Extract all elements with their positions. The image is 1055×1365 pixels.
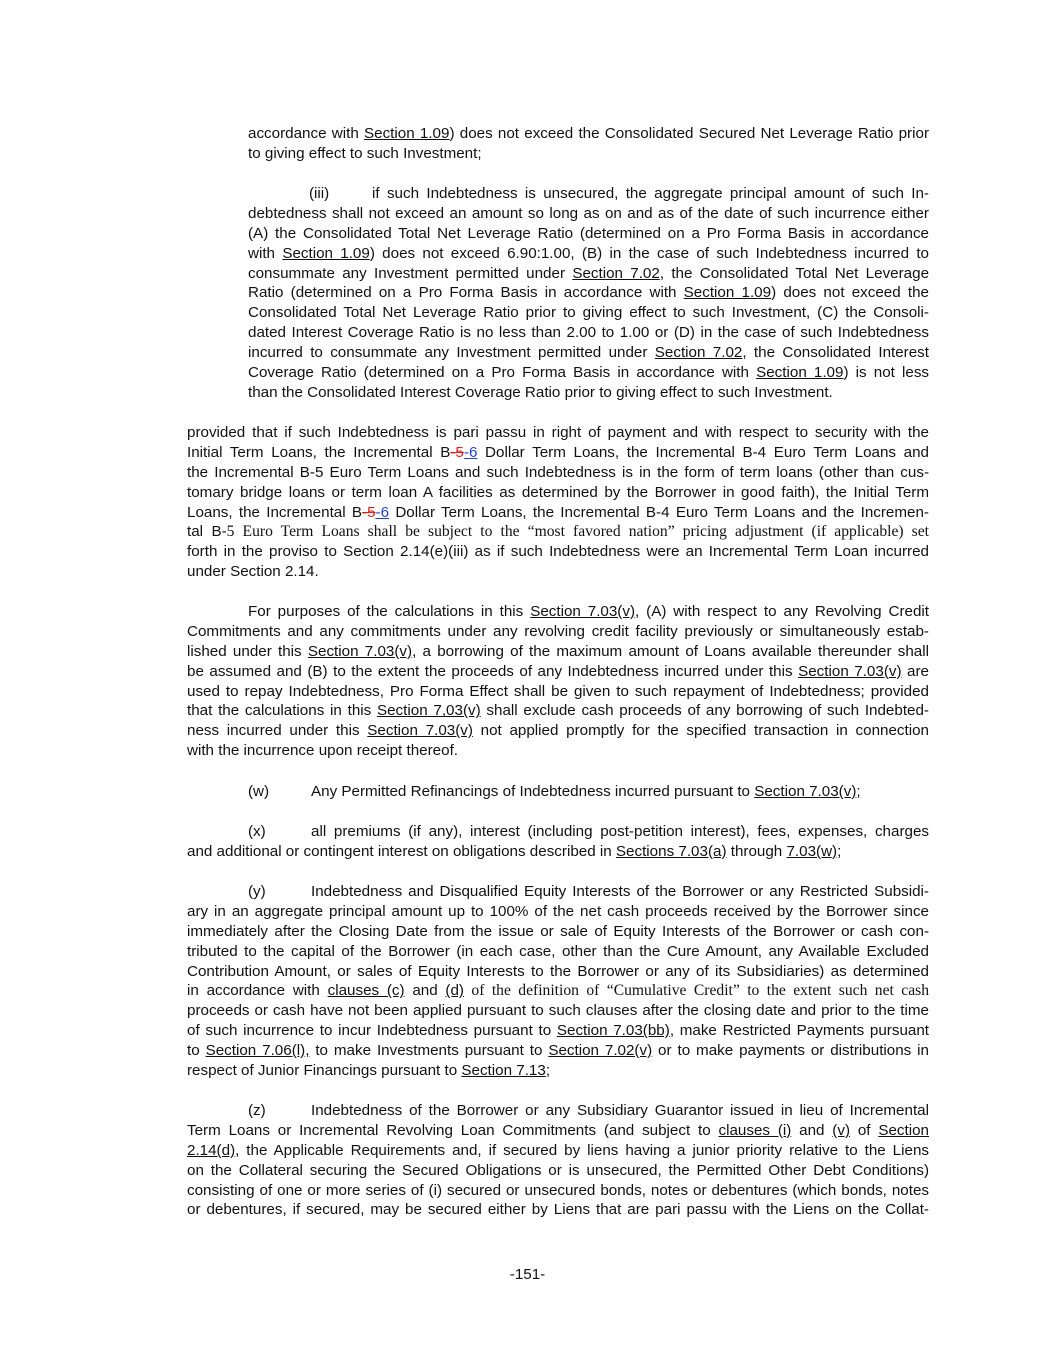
text-run: Loans, the Incremental B <box>187 503 363 521</box>
text-run: , the Consolidated Interest <box>742 344 929 362</box>
text-run: shall exclude cash proceeds of any borrowing of such Indebted- <box>480 702 929 720</box>
text-run: are <box>901 662 930 680</box>
text-run: and <box>404 982 446 1000</box>
clause-marker: (z) <box>248 1102 266 1119</box>
section-reference: 7.03(w) <box>786 842 838 860</box>
text-line: on the Collateral securing the Secured Obligations or is unsecured, the Permitted Other Debt Conditions) <box>187 1161 929 1179</box>
text-line <box>187 721 929 741</box>
text-run: Ratio (determined on a Pro Forma Basis in accordance with <box>248 284 684 302</box>
text-run: Initial Term Loans, the Incremental B <box>187 443 451 461</box>
text-line: immediately after the Closing Date from the issue or sale of Equity Interests of the Borrower or cash con- <box>187 922 929 940</box>
section-reference: Section 1.09 <box>683 284 772 302</box>
clause-reference: (d) <box>445 982 464 1000</box>
text-line: Consolidated Total Net Leverage Ratio prior to giving effect to such Investment, (C) the Consoli- <box>248 304 929 322</box>
text-run: For purposes of the calculations in this <box>248 603 531 620</box>
proviso-paragraph <box>187 423 929 582</box>
text-run: tal B- <box>187 523 227 541</box>
text-run: Any Permitted Refinancings of Indebtedness incurred pursuant to <box>311 783 755 800</box>
clause-y <box>187 882 929 1081</box>
text-line <box>248 283 929 303</box>
text-run: Coverage Ratio (determined on a Pro Forma Basis in accordance with <box>248 364 757 382</box>
text-run: ) does not exceed 6.90:1.00, (B) in the case of such Indebtedness incurred to <box>369 244 930 262</box>
section-reference: Section 7.03(v) <box>798 662 902 680</box>
text-run: consummate any Investment permitted under <box>248 264 573 282</box>
text-line <box>187 1061 929 1081</box>
text-line: to giving effect to such Investment; <box>248 144 482 162</box>
text-run: Indebtedness and Disqualified Equity Interests of the Borrower or any Restricted Subsidi- <box>311 883 929 900</box>
section-reference: Section 7.03(v) <box>754 783 857 800</box>
text-line <box>187 443 929 463</box>
text-run: through <box>726 842 787 860</box>
text-run: to make Investments pursuant to <box>309 1042 549 1060</box>
text-line <box>187 882 929 902</box>
text-run: and additional or contingent interest on obligations described in <box>187 842 616 860</box>
clause-w <box>187 782 929 802</box>
text-line <box>187 1021 929 1041</box>
section-reference: Section 7,03(v) <box>376 702 481 720</box>
text-line <box>187 503 929 523</box>
text-run: that the calculations in this <box>187 702 377 720</box>
text-line: Commitments and any commitments under any revolving credit facility previously or simultaneously estab- <box>187 622 929 640</box>
text-line: dated Interest Coverage Ratio is no less than 2.00 to 1.00 or (D) in the case of such Indebtedness <box>248 324 929 342</box>
continuation-paragraph <box>248 124 929 164</box>
text-line <box>187 701 929 721</box>
text-run: , (A) with respect to any Revolving Credit <box>635 603 929 620</box>
text-run: , the Consolidated Total Net Leverage <box>659 264 930 282</box>
text-run: ; <box>837 842 842 860</box>
text-run: and <box>791 1121 833 1139</box>
text-run: , a borrowing of the maximum amount of Loans available thereunder shall <box>412 642 929 660</box>
text-line <box>187 1141 929 1161</box>
text-line: tributed to the capital of the Borrower (in each case, other than the Cure Amount, any Available Excluded <box>187 942 929 960</box>
text-line <box>187 981 929 1001</box>
clause-reference: clauses (i) <box>718 1121 792 1139</box>
section-reference: Section 7.03(v) <box>307 642 413 660</box>
text-line <box>187 842 929 862</box>
clause-marker: (w) <box>248 783 270 800</box>
text-line <box>187 1101 929 1121</box>
text-run: to <box>187 1042 206 1060</box>
text-line <box>248 184 929 204</box>
section-reference: Section 7.02 <box>654 344 743 362</box>
clause-reference: clauses (c) <box>327 982 405 1000</box>
section-reference: Section 1.09 <box>756 364 844 382</box>
text-run: Dollar Term Loans, the Incremental B-4 Euro Term Loans and <box>477 443 930 461</box>
text-run: if such Indebtedness is unsecured, the aggregate principal amount of such In- <box>372 185 929 202</box>
text-line <box>187 602 929 622</box>
text-line <box>187 1121 929 1141</box>
text-run: 5 Euro Term Loans shall be subject to the “most favored nation” pricing adjustment (if applicable) set <box>226 523 929 541</box>
text-line: or debentures, if secured, may be secured either by Liens that are pari passu with the Liens on the Collat- <box>187 1201 929 1219</box>
text-run: be assumed and (B) to the extent the proceeds of any Indebtedness incurred under this <box>187 662 799 680</box>
text-run: , make Restricted Payments pursuant <box>669 1022 929 1040</box>
section-reference: Section 7.02 <box>572 264 660 282</box>
page-number: -151- <box>509 1266 546 1283</box>
text-line: proceeds or cash have not been applied pursuant to such clauses after the closing date and prior to the time <box>187 1002 929 1020</box>
text-run: or to make payments or distributions in <box>652 1042 930 1060</box>
text-run: Indebtedness of the Borrower or any Subsidiary Guarantor issued in lieu of Incremental <box>311 1102 929 1119</box>
text-line: with the incurrence upon receipt thereof. <box>187 742 459 760</box>
text-run: ; <box>856 783 861 800</box>
text-run: incurred to consummate any Investment permitted under <box>248 344 655 362</box>
section-reference: Section 7.02(v) <box>548 1042 653 1060</box>
text-run: lished under this <box>187 642 308 660</box>
text-run: not applied promptly for the specified transaction in connection <box>472 722 929 740</box>
section-reference: Section 7.13 <box>461 1062 546 1080</box>
deleted-text: -5 <box>362 503 376 521</box>
section-reference: Sections 7.03(a) <box>615 842 727 860</box>
text-run: ) does not exceed the <box>771 284 930 302</box>
text-line: ary in an aggregate principal amount up to 100% of the net cash proceeds received by the Borrower since <box>187 902 929 920</box>
text-run: all premiums (if any), interest (including post-petition interest), fees, expenses, charges <box>311 823 929 840</box>
clause-x <box>187 822 929 862</box>
section-reference: Section 1.09 <box>364 125 450 142</box>
text-run: respect of Junior Financings pursuant to <box>187 1062 462 1080</box>
purposes-paragraph <box>187 602 929 761</box>
clause-reference: (v) <box>832 1121 851 1139</box>
text-run: in accordance with <box>187 982 328 1000</box>
deleted-text: -5 <box>450 443 464 461</box>
section-reference: 2.14(d) <box>187 1141 236 1159</box>
section-reference: Section 7.03(v) <box>530 603 636 620</box>
text-line: used to repay Indebtedness, Pro Forma Effect shall be given to such repayment of Indebtedness; provided <box>187 682 929 700</box>
text-line: provided that if such Indebtedness is pari passu in right of payment and with respect to security with the <box>187 424 929 441</box>
inserted-text: -6 <box>375 503 390 521</box>
text-run: ; <box>545 1062 551 1080</box>
text-line <box>248 124 929 144</box>
section-reference: Section 7.06(l), <box>205 1042 310 1060</box>
text-line: under Section 2.14. <box>187 563 319 581</box>
text-line: consisting of one or more series of (i) secured or unsecured bonds, notes or debentures (which bonds, notes <box>187 1181 929 1199</box>
text-line: (A) the Consolidated Total Net Leverage Ratio (determined on a Pro Forma Basis in accordance <box>248 224 929 242</box>
text-line <box>187 782 929 802</box>
text-run: ) is not less <box>843 364 930 382</box>
text-line <box>187 1041 929 1061</box>
text-line <box>187 662 929 682</box>
text-run: of such incurrence to incur Indebtedness pursuant to <box>187 1022 557 1040</box>
section-reference: Section <box>878 1121 929 1139</box>
text-line: than the Consolidated Interest Coverage Ratio prior to giving effect to such Investment. <box>248 383 833 401</box>
clause-marker: (y) <box>248 883 266 900</box>
text-run: Dollar Term Loans, the Incremental B-4 Euro Term Loans and the Incremen- <box>389 503 929 521</box>
text-run: ness incurred under this <box>187 722 368 740</box>
text-run: of <box>850 1121 879 1139</box>
text-line <box>187 522 929 542</box>
text-line: Contribution Amount, or sales of Equity Interests to the Borrower or any of its Subsidiaries) as determined <box>187 962 929 980</box>
text-run: with <box>248 244 283 262</box>
text-run: ) does not exceed the Consolidated Secured Net Leverage Ratio prior <box>449 125 929 142</box>
text-line <box>187 642 929 662</box>
text-line: tomary bridge loans or term loan A facilities as determined by the Borrower in good faith), the Initial Term <box>187 483 929 501</box>
text-line <box>187 822 929 842</box>
text-line <box>248 343 929 363</box>
inserted-text: -6 <box>463 443 478 461</box>
clause-z <box>187 1101 929 1220</box>
text-line: the Incremental B-5 Euro Term Loans and such Indebtedness is in the form of term loans (other than cus- <box>187 463 929 481</box>
clause-marker: (x) <box>248 823 266 840</box>
text-line: debtedness shall not exceed an amount so long as on and as of the date of such incurrence either <box>248 204 929 222</box>
section-reference: Section 7.03(v) <box>367 722 473 740</box>
text-line <box>248 264 929 284</box>
text-line <box>248 363 929 383</box>
section-reference: Section 7.03(bb) <box>556 1022 670 1040</box>
clause-marker: (iii) <box>309 185 330 202</box>
text-run: Term Loans or Incremental Revolving Loan Commitments (and subject to <box>187 1121 719 1139</box>
text-run: accordance with <box>248 125 364 142</box>
section-reference: Section 1.09 <box>282 244 370 262</box>
clause-iii <box>248 184 929 403</box>
text-line <box>248 244 929 264</box>
text-line: forth in the proviso to Section 2.14(e)(iii) as if such Indebtedness were an Incremental Term Loan incurred <box>187 543 929 561</box>
text-run: of the definition of “Cumulative Credit” to the extent such net cash <box>463 982 929 1000</box>
text-run: , the Applicable Requirements and, if secured by liens having a junior priority relative to the Liens <box>235 1141 929 1159</box>
